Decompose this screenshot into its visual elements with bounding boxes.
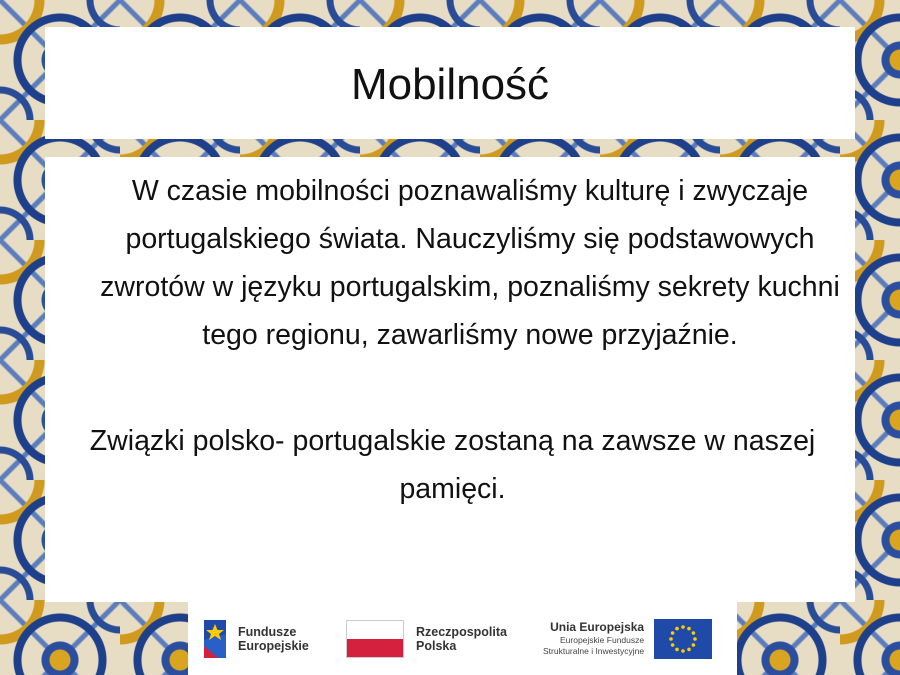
- eu-label: [543, 620, 644, 657]
- funds-label: [238, 625, 309, 653]
- eu-sub2: Strukturalne i Inwestycyjne: [543, 646, 645, 656]
- poland-line1: Rzeczpospolita: [416, 624, 507, 639]
- eu-funds-star-icon: [200, 616, 230, 662]
- poland-label: [416, 625, 507, 653]
- content-panel: [45, 157, 855, 602]
- funds-line2: Europejskie: [238, 638, 309, 653]
- eu-sub1: Europejskie Fundusze: [560, 635, 645, 645]
- logo-rzeczpospolita-polska: [346, 602, 507, 675]
- funds-line1: Fundusze: [238, 624, 297, 639]
- poland-line2: Polska: [416, 638, 457, 653]
- logo-unia-europejska: [543, 602, 712, 675]
- title-panel: [45, 27, 855, 139]
- paragraph-mobility: W czasie mobilności poznawaliśmy kulturę i zwyczaje portugalskiego świata. Nauczyliśmy się podstawowych zwrotów w języku portugalskim, poznaliśmy sekrety kuchni tego regionu, zawarliśmy nowe przyjaźnie.: [100, 175, 840, 351]
- polish-flag-icon: [346, 620, 404, 658]
- eu-flag-icon: [654, 619, 712, 659]
- paragraph-relations: Związki polsko- portugalskie zostaną na zawsze w naszej pamięci.: [89, 425, 816, 505]
- logo-fundusze-europejskie: [200, 602, 309, 675]
- slide-title: Mobilność: [350, 60, 550, 109]
- funding-logo-strip: [188, 602, 737, 675]
- eu-title: Unia Europejska: [550, 620, 645, 634]
